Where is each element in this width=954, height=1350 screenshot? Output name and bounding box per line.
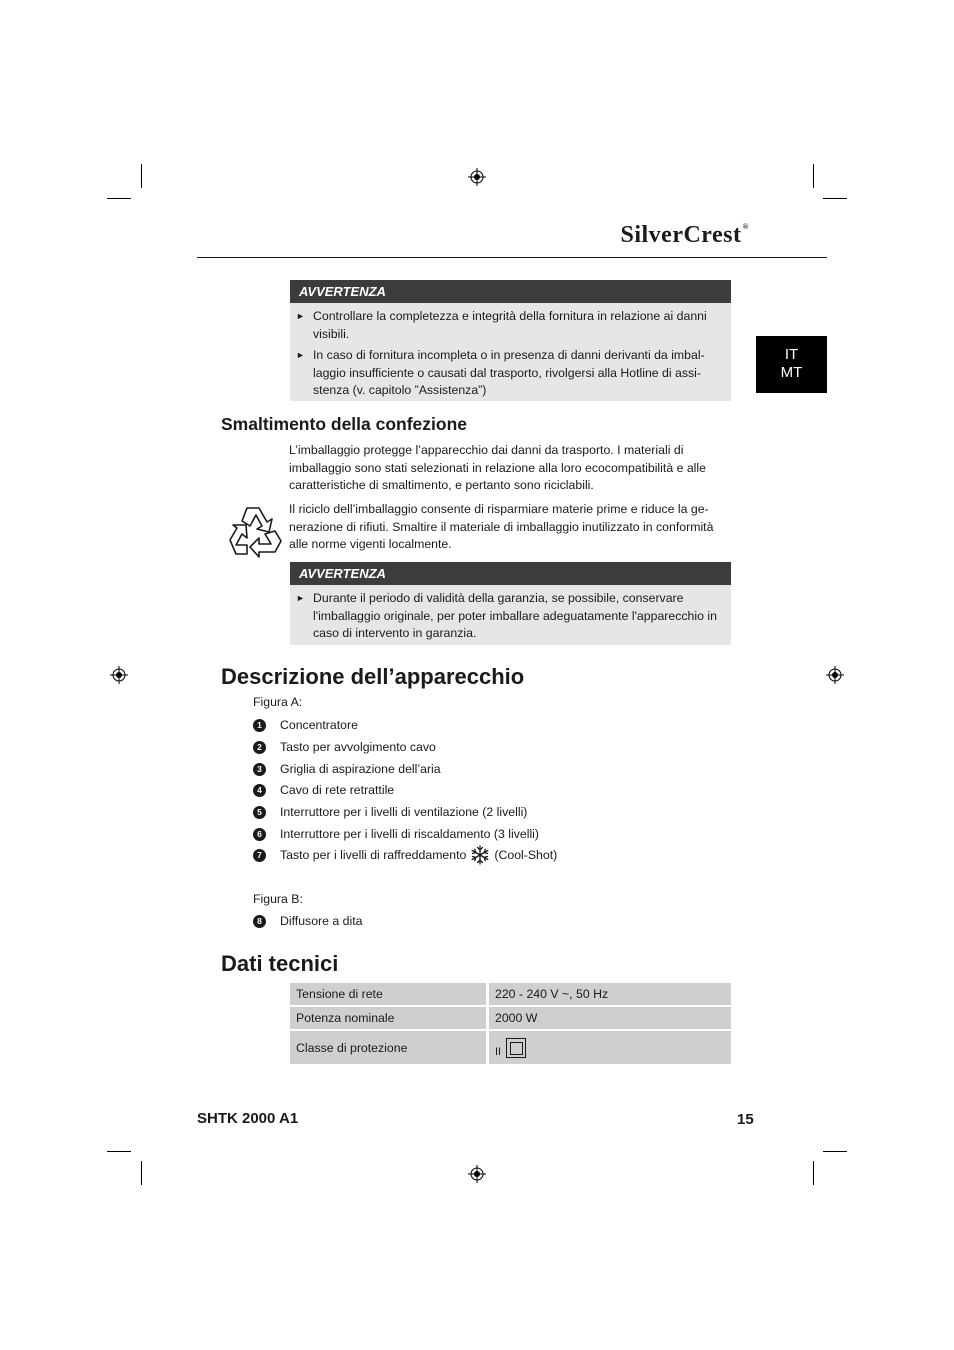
crop-mark — [107, 198, 131, 199]
crop-mark — [813, 1161, 814, 1185]
warning-title: AVVERTENZA — [290, 562, 731, 585]
table-row — [290, 1031, 731, 1064]
list-item — [253, 781, 394, 799]
footer-model: SHTK 2000 A1 — [197, 1110, 299, 1127]
brand-logo — [620, 222, 749, 249]
warning-item-text: Durante il periodo di validità della garanzia, se possibile, conservare l'imballaggio originale, per poter imballare adeguatamente l'apparecchio in caso di intervento in garanzia. — [313, 591, 717, 640]
item-text: Diffusore a dita — [280, 914, 363, 928]
item-text: Interruttore per i livelli di ventilazione (2 livelli) — [280, 805, 528, 819]
warning-item — [290, 347, 731, 400]
paragraph: Il riciclo dell’imballaggio consente di risparmiare materie prime e riduce la ge- nerazione di rifiuti. Smaltire il materiale di imballaggio inutilizzato in conformità alle norme vigenti localmente. — [289, 502, 714, 551]
tech-table — [290, 983, 731, 1064]
item-text: Tasto per i livelli di raffreddamento — [280, 848, 467, 862]
item-text: Cavo di rete retrattile — [280, 783, 395, 797]
table-value: 2000 W — [489, 1007, 731, 1031]
header-rule — [197, 257, 827, 258]
section-heading-packaging: Smaltimento della confezione — [221, 414, 468, 434]
warning-item — [290, 590, 731, 643]
warning-box — [290, 562, 731, 645]
warning-box — [290, 280, 731, 401]
crop-mark — [107, 1151, 131, 1152]
snowflake-icon — [470, 845, 490, 865]
item-number: 5 — [253, 806, 266, 819]
item-number: 3 — [253, 763, 266, 776]
list-item — [253, 846, 557, 864]
crop-mark — [813, 164, 814, 188]
list-item — [253, 760, 441, 778]
table-key: Potenza nominale — [290, 1007, 489, 1031]
item-number: 6 — [253, 828, 266, 841]
item-text: Concentratore — [280, 718, 358, 732]
bullet-arrow-icon: ► — [296, 311, 305, 321]
item-number: 4 — [253, 784, 266, 797]
protection-class-text: II — [495, 1045, 502, 1058]
brand-name: SilverCrest — [620, 222, 742, 248]
list-item — [253, 738, 436, 756]
registration-mark-icon — [110, 666, 128, 684]
table-key: Classe di protezione — [290, 1031, 489, 1064]
protection-class — [495, 1038, 526, 1058]
crop-mark — [823, 1151, 847, 1152]
table-row — [290, 1007, 731, 1031]
list-item — [253, 912, 362, 930]
item-suffix: (Cool-Shot) — [494, 848, 558, 862]
item-text: Interruttore per i livelli di riscaldamento (3 livelli) — [280, 827, 540, 841]
list-item — [253, 803, 527, 821]
language-code: MT — [780, 364, 803, 381]
table-row — [290, 983, 731, 1007]
item-number: 8 — [253, 915, 266, 928]
crop-mark — [141, 164, 142, 188]
crop-mark — [823, 198, 847, 199]
section-heading-description: Descrizione dell’apparecchio — [221, 664, 525, 689]
language-tab — [756, 336, 827, 393]
registered-mark: ® — [742, 222, 749, 231]
page-number: 15 — [737, 1111, 754, 1128]
registration-mark-icon — [468, 1165, 486, 1183]
list-item — [253, 825, 539, 843]
item-text: Tasto per avvolgimento cavo — [280, 740, 436, 754]
language-code: IT — [784, 346, 799, 363]
figure-label: Figura A: — [253, 695, 303, 709]
warning-item-text: In caso di fornitura incompleta o in presenza di danni derivanti da imbal- laggio insufficiente o causati dal trasporto, rivolgersi alla Hotline di assi- stenza (v. capitolo ”Assistenza”) — [313, 348, 705, 397]
bullet-arrow-icon: ► — [296, 593, 305, 603]
item-number: 1 — [253, 719, 266, 732]
crop-mark — [141, 1161, 142, 1185]
item-number: 7 — [253, 849, 266, 862]
paragraph: L’imballaggio protegge l’apparecchio dai danni da trasporto. I materiali di imballaggio sono stati selezionati in relazione alla loro ecocompatibilità e alle caratteristiche di smaltimento, e pertanto sono riciclabili. — [289, 443, 706, 492]
list-item — [253, 716, 358, 734]
table-value-cell — [489, 1031, 731, 1064]
warning-item-text: Controllare la completezza e integrità della fornitura in relazione ai danni visibili. — [313, 309, 707, 341]
table-key: Tensione di rete — [290, 983, 489, 1007]
registration-mark-icon — [468, 168, 486, 186]
item-text: Griglia di aspirazione dell’aria — [280, 762, 441, 776]
bullet-arrow-icon: ► — [296, 350, 305, 360]
section-heading-tech: Dati tecnici — [221, 951, 339, 976]
item-number: 2 — [253, 741, 266, 754]
figure-label: Figura B: — [253, 892, 303, 906]
warning-item — [290, 308, 731, 343]
warning-title: AVVERTENZA — [290, 280, 731, 303]
registration-mark-icon — [826, 666, 844, 684]
double-insulation-icon — [506, 1038, 526, 1058]
table-value: 220 - 240 V ~, 50 Hz — [489, 983, 731, 1007]
recycle-icon — [225, 502, 285, 560]
